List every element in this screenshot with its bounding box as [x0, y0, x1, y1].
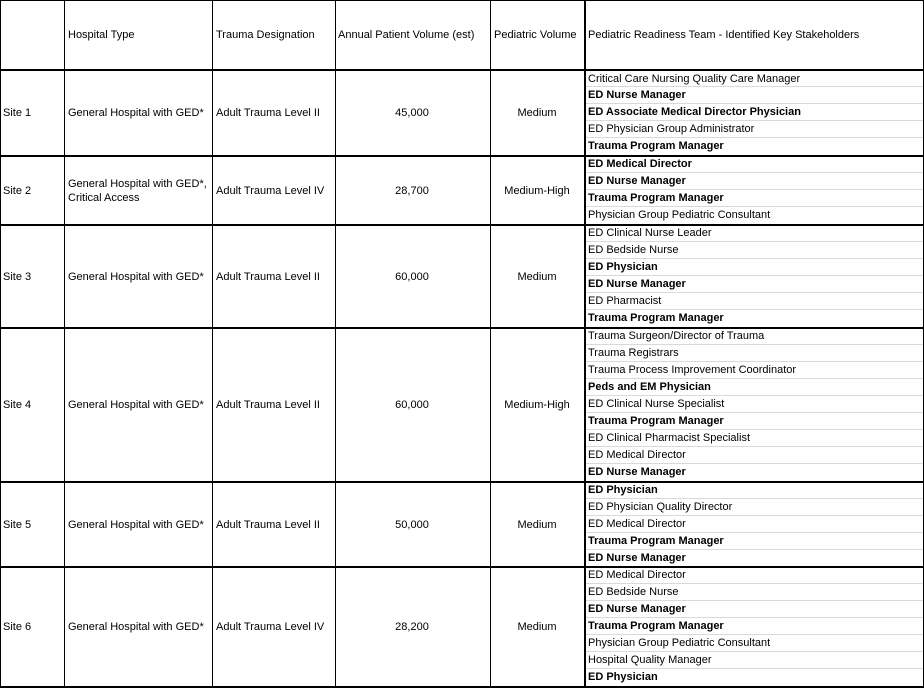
column-border: [584, 0, 586, 688]
column-border: [0, 0, 1, 688]
row-border: [0, 224, 924, 226]
header-site: [0, 0, 65, 70]
row-border: [0, 327, 924, 329]
stakeholder-item: ED Bedside Nurse: [585, 242, 924, 259]
site-cell: Site 2: [3, 184, 32, 197]
stakeholder-item: ED Clinical Nurse Leader: [585, 225, 924, 242]
trauma-designation-cell: Adult Trauma Level II: [216, 518, 320, 531]
hospital-type-cell: General Hospital with GED*: [68, 621, 204, 633]
stakeholder-item: ED Associate Medical Director Physician: [585, 104, 924, 121]
stakeholder-item: ED Physician: [585, 259, 924, 276]
hospital-type-cell: General Hospital with GED*: [68, 107, 204, 119]
site-cell: Site 1: [3, 107, 32, 119]
stakeholder-item: Critical Care Nursing Quality Care Manager: [585, 70, 924, 87]
hospital-type-cell: General Hospital with GED*, Critical Access: [68, 177, 207, 204]
site-cell: Site 6: [3, 621, 32, 633]
stakeholder-item: ED Nurse Manager: [585, 87, 924, 104]
stakeholder-item: ED Bedside Nurse: [585, 584, 924, 601]
pediatric-volume-cell: Medium: [517, 518, 557, 531]
annual-volume-cell: 28,200: [395, 621, 429, 633]
stakeholder-item: ED Clinical Nurse Specialist: [585, 396, 924, 413]
header-annual-volume: Annual Patient Volume (est): [338, 29, 475, 41]
pediatric-volume-cell: Medium-High: [504, 399, 570, 411]
stakeholder-item: ED Nurse Manager: [585, 173, 924, 190]
stakeholder-item: ED Nurse Manager: [588, 466, 686, 478]
site-cell: Site 3: [3, 270, 32, 283]
column-border: [212, 0, 213, 688]
row-border: [0, 69, 924, 71]
stakeholder-item: Trauma Registrars: [585, 345, 924, 362]
stakeholder-item: Trauma Program Manager: [585, 533, 924, 550]
hospital-type-cell: General Hospital with GED*: [68, 270, 204, 283]
site-cell: Site 5: [3, 518, 32, 531]
column-border: [64, 0, 65, 688]
stakeholder-item: ED Physician: [588, 671, 658, 683]
pediatric-volume-cell: Medium: [517, 107, 557, 119]
stakeholder-item: ED Pharmacist: [585, 293, 924, 310]
annual-volume-cell: 50,000: [395, 518, 429, 531]
stakeholder-item: Physician Group Pediatric Consultant: [588, 209, 771, 221]
stakeholder-item: Trauma Surgeon/Director of Trauma: [585, 328, 924, 345]
pediatric-volume-cell: Medium-High: [504, 184, 570, 197]
stakeholder-item: ED Nurse Manager: [585, 601, 924, 618]
stakeholder-item: Trauma Program Manager: [588, 312, 724, 324]
site-cell: Site 4: [3, 399, 32, 411]
row-border: [0, 0, 924, 1]
stakeholder-item: ED Nurse Manager: [585, 276, 924, 293]
header-stakeholders: Pediatric Readiness Team - Identified Key Stakeholders: [588, 29, 860, 41]
stakeholder-item: Peds and EM Physician: [585, 379, 924, 396]
stakeholder-item: ED Medical Director: [585, 567, 924, 584]
annual-volume-cell: 45,000: [395, 107, 429, 119]
trauma-designation-cell: Adult Trauma Level II: [216, 107, 320, 119]
stakeholder-item: ED Physician Quality Director: [585, 499, 924, 516]
stakeholder-item: Trauma Process Improvement Coordinator: [585, 362, 924, 379]
header-trauma-designation: Trauma Designation: [216, 29, 315, 41]
hospital-type-cell: General Hospital with GED*: [68, 399, 204, 411]
row-border: [0, 566, 924, 568]
stakeholder-item: Trauma Program Manager: [588, 140, 724, 152]
stakeholder-item: ED Clinical Pharmacist Specialist: [585, 430, 924, 447]
stakeholder-item: Trauma Program Manager: [585, 618, 924, 635]
stakeholder-item: Physician Group Pediatric Consultant: [585, 635, 924, 652]
hospital-type-cell: General Hospital with GED*: [68, 518, 204, 531]
stakeholder-item: ED Medical Director: [585, 156, 924, 173]
row-border: [0, 155, 924, 157]
annual-volume-cell: 60,000: [395, 399, 429, 411]
annual-volume-cell: 60,000: [395, 270, 429, 283]
header-hospital-type: Hospital Type: [68, 29, 135, 41]
pediatric-volume-cell: Medium: [517, 621, 557, 633]
trauma-designation-cell: Adult Trauma Level IV: [216, 621, 325, 633]
stakeholder-item: Trauma Program Manager: [585, 413, 924, 430]
row-border: [0, 481, 924, 483]
stakeholder-item: ED Nurse Manager: [588, 552, 686, 564]
trauma-designation-cell: Adult Trauma Level II: [216, 399, 320, 411]
stakeholder-item: Trauma Program Manager: [585, 190, 924, 207]
header-pediatric-volume: Pediatric Volume: [494, 29, 577, 41]
column-border: [490, 0, 491, 688]
stakeholder-item: ED Medical Director: [585, 516, 924, 533]
stakeholder-item: ED Medical Director: [585, 447, 924, 464]
stakeholder-item: ED Physician Group Administrator: [585, 121, 924, 138]
column-border: [335, 0, 336, 688]
trauma-designation-cell: Adult Trauma Level II: [216, 270, 320, 283]
trauma-designation-cell: Adult Trauma Level IV: [216, 184, 325, 197]
pediatric-volume-cell: Medium: [517, 270, 557, 283]
stakeholder-item: Hospital Quality Manager: [585, 652, 924, 669]
stakeholder-item: ED Physician: [585, 482, 924, 499]
annual-volume-cell: 28,700: [395, 184, 429, 197]
